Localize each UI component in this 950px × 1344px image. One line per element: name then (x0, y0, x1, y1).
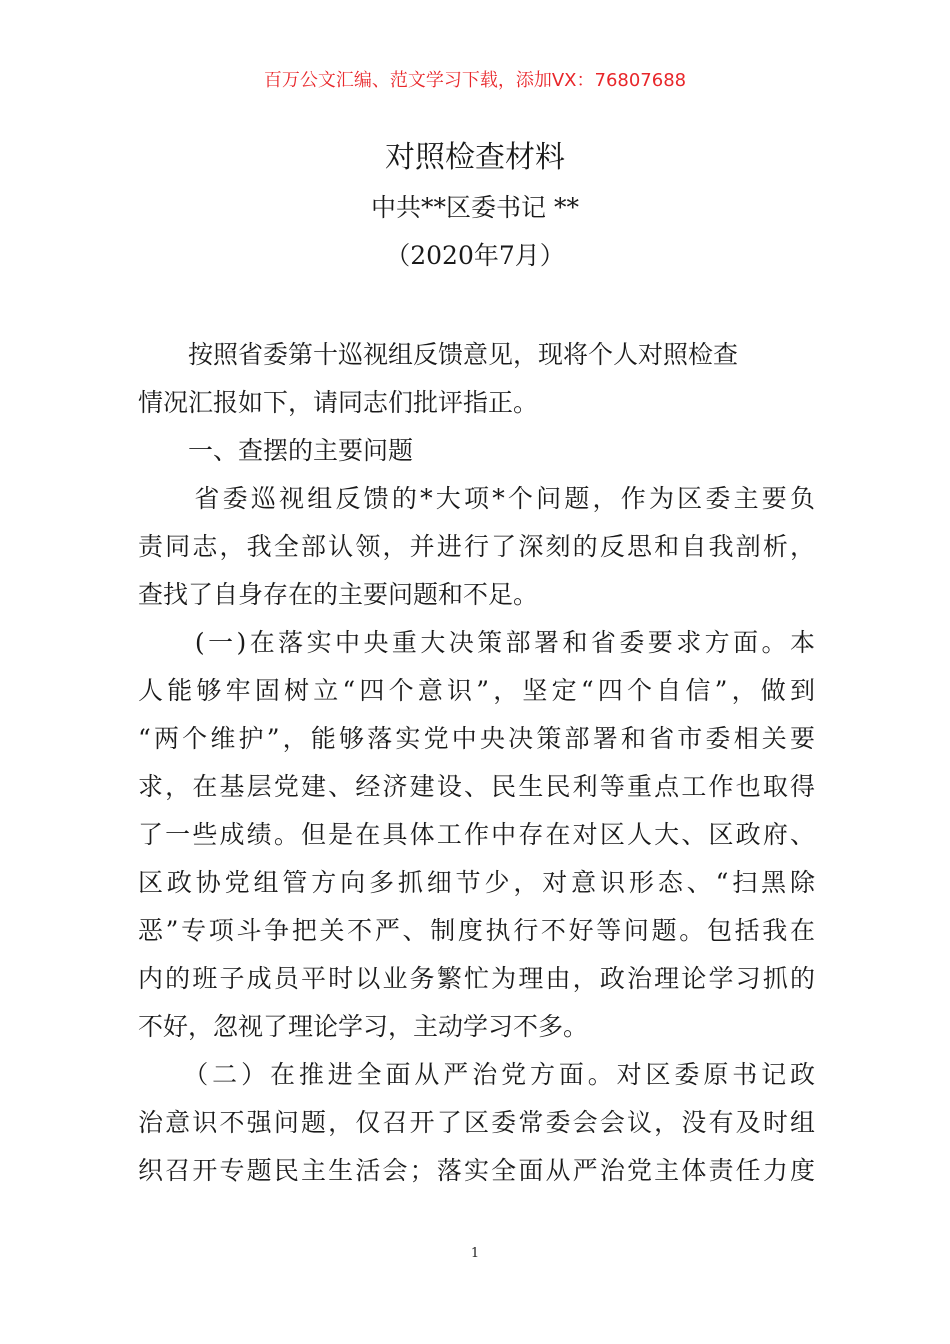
body-line: “两个维护”，能够落实党中央决策部署和省市委相关要 (138, 724, 815, 753)
body-line: （二）在推进全面从严治党方面。对区委原书记政 (138, 1060, 815, 1089)
body-line: 查找了自身存在的主要问题和不足。 (138, 580, 539, 609)
body-line: 责同志，我全部认领，并进行了深刻的反思和自我剖析， (138, 532, 815, 561)
body-line: (一)在落实中央重大决策部署和省委要求方面。本 (138, 628, 815, 657)
body-line: 织召开专题民主生活会；落实全面从严治党主体责任力度 (138, 1156, 815, 1185)
document-title: 对照检查材料 (385, 140, 565, 175)
body-line: 省委巡视组反馈的*大项*个问题，作为区委主要负 (138, 484, 815, 513)
body-line: 内的班子成员平时以业务繁忙为理由，政治理论学习抓的 (138, 964, 815, 993)
body-line: 治意识不强问题，仅召开了区委常委会会议，没有及时组 (138, 1108, 815, 1137)
body-line: 了一些成绩。但是在具体工作中存在对区人大、区政府、 (138, 820, 815, 849)
body-line: 情况汇报如下，请同志们批评指正。 (138, 388, 539, 417)
body-line: 不好，忽视了理论学习，主动学习不多。 (138, 1012, 589, 1041)
body-line: 按照省委第十巡视组反馈意见，现将个人对照检查 (138, 340, 739, 369)
page-number: 1 (470, 1246, 480, 1261)
body-line: 人能够牢固树立“四个意识”，坚定“四个自信”，做到 (138, 676, 815, 705)
document-body (138, 331, 815, 1195)
body-line: 区政协党组管方向多抓细节少，对意识形态、“扫黑除 (138, 868, 815, 897)
body-line: 恶”专项斗争把关不严、制度执行不好等问题。包括我在 (138, 916, 815, 945)
body-line: 求，在基层党建、经济建设、民生民利等重点工作也取得 (138, 772, 815, 801)
document-author: 中共**区委书记 ** (371, 193, 579, 222)
body-line: 一、查摆的主要问题 (138, 436, 414, 465)
document-date: （2020年7月） (385, 241, 565, 270)
header-banner: 百万公文汇编、范文学习下载，添加VX：76807688 (263, 70, 687, 91)
